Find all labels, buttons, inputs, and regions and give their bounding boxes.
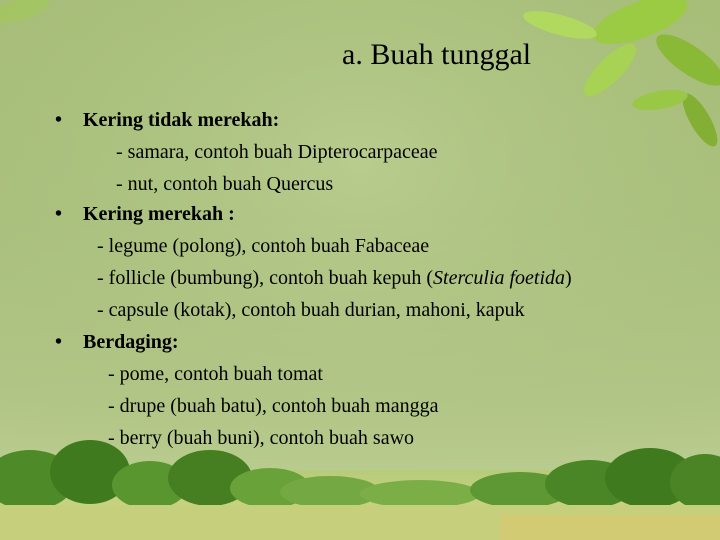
bullet-heading: Kering merekah : (83, 203, 235, 225)
species-name: Sterculia foetida (433, 267, 566, 289)
bullet-item (55, 330, 179, 354)
sub-item: - drupe (buah batu), contoh buah mangga (108, 395, 439, 417)
bullet-heading: Kering tidak merekah: (83, 109, 280, 131)
sub-item: - berry (buah buni), contoh buah sawo (108, 427, 415, 449)
sub-item: - samara, contoh buah Dipterocarpaceae (116, 141, 438, 163)
sub-item: - capsule (kotak), contoh buah durian, mahoni, kapuk (97, 299, 525, 321)
bullet-glyph: • (55, 203, 63, 225)
slide-title: a. Buah tunggal (342, 38, 532, 71)
sub-item: - nut, contoh buah Quercus (116, 173, 334, 195)
bullet-glyph: • (55, 109, 63, 131)
sub-item: - pome, contoh buah tomat (108, 363, 323, 385)
sub-item (97, 266, 572, 290)
sub-item-text: - follicle (bumbung), contoh buah kepuh ( (97, 267, 434, 289)
bullet-glyph: • (55, 331, 63, 353)
sub-item: - legume (polong), contoh buah Fabaceae (97, 235, 430, 257)
bullet-item (55, 108, 279, 132)
bullet-heading: Berdaging: (83, 331, 179, 353)
closing-paren: ) (565, 267, 572, 289)
bullet-item (55, 202, 235, 226)
